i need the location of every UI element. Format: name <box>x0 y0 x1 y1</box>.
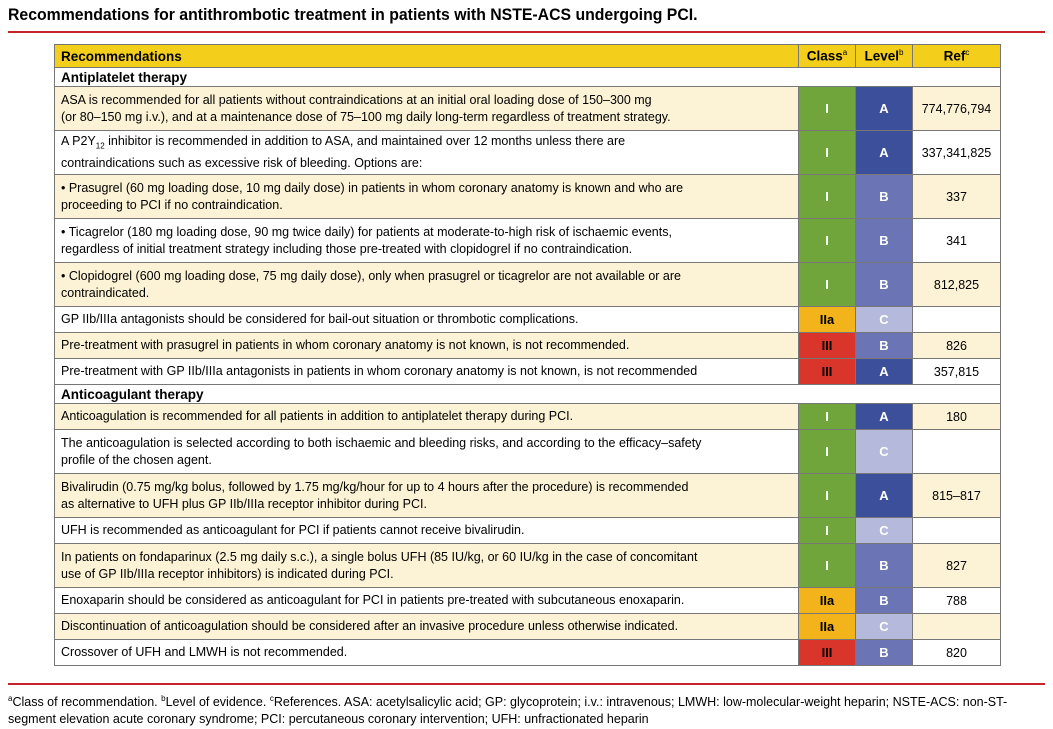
header-level-label: Level <box>864 48 900 64</box>
recommendation-text: Discontinuation of anticoagulation should be considered after an invasive procedure unless otherwise indicated. <box>55 614 799 640</box>
text-line: contraindicated. <box>61 285 150 300</box>
header-recommendations: Recommendations <box>55 45 799 68</box>
table-row <box>55 131 1001 175</box>
table-row <box>55 430 1001 474</box>
class-cell: I <box>799 544 856 588</box>
header-ref-sup: c <box>965 48 970 58</box>
level-cell: B <box>856 544 913 588</box>
table-row <box>55 544 1001 588</box>
header-ref-label: Ref <box>943 48 966 64</box>
level-cell: C <box>856 614 913 640</box>
recommendation-text <box>55 131 799 175</box>
table-row <box>55 518 1001 544</box>
footnote-b-text: Level of evidence. <box>165 695 270 710</box>
class-cell: IIa <box>799 614 856 640</box>
ref-cell <box>913 518 1001 544</box>
table-row <box>55 333 1001 359</box>
table-row <box>55 175 1001 219</box>
text-line: contraindications such as excessive risk of bleeding. Options are: <box>61 155 423 170</box>
text-line: proceeding to PCI if no contraindication. <box>61 197 283 212</box>
text-line: • Prasugrel (60 mg loading dose, 10 mg daily dose) in patients in whom coronary anatomy is known and who are <box>61 180 684 195</box>
ref-cell: 820 <box>913 640 1001 666</box>
recommendation-text: Crossover of UFH and LMWH is not recommended. <box>55 640 799 666</box>
table-row <box>55 219 1001 263</box>
ref-cell: 827 <box>913 544 1001 588</box>
recommendation-text <box>55 474 799 518</box>
footnote-b-sup: b <box>161 694 166 703</box>
class-cell: I <box>799 131 856 175</box>
table-row <box>55 404 1001 430</box>
recommendation-text <box>55 430 799 474</box>
class-cell: I <box>799 430 856 474</box>
level-cell: A <box>856 359 913 385</box>
recommendation-text: GP IIb/IIIa antagonists should be considered for bail-out situation or thrombotic complications. <box>55 307 799 333</box>
ref-cell: 774,776,794 <box>913 87 1001 131</box>
header-class-sup: a <box>842 48 848 58</box>
class-cell: I <box>799 474 856 518</box>
class-cell: I <box>799 404 856 430</box>
level-cell: B <box>856 263 913 307</box>
class-cell: III <box>799 640 856 666</box>
ref-cell <box>913 307 1001 333</box>
level-cell: B <box>856 219 913 263</box>
header-ref <box>913 45 1001 68</box>
ref-cell: 815–817 <box>913 474 1001 518</box>
section-header-antiplatelet <box>55 68 1001 87</box>
ref-cell: 826 <box>913 333 1001 359</box>
header-class-label: Class <box>806 48 843 64</box>
footnote-c-sup: c <box>269 694 274 703</box>
recommendation-text <box>55 219 799 263</box>
text-line: Bivalirudin (0.75 mg/kg bolus, followed by 1.75 mg/kg/hour for up to 4 hours after the procedure) is recommended <box>61 479 689 494</box>
table-row <box>55 359 1001 385</box>
text-line: ASA is recommended for all patients without contraindications at an initial oral loading dose of 150–300 mg <box>61 92 652 107</box>
text-line: inhibitor is recommended in addition to ASA, and maintained over 12 months unless there are <box>104 134 626 149</box>
level-cell: A <box>856 404 913 430</box>
class-cell: I <box>799 175 856 219</box>
section-label: Anticoagulant therapy <box>55 385 1001 404</box>
level-cell: B <box>856 640 913 666</box>
table-header-row <box>55 45 1001 68</box>
text-line: (or 80–150 mg i.v.), and at a maintenance dose of 75–100 mg daily long-term regardless of treatment strategy. <box>61 109 671 124</box>
text-line: A P2Y <box>61 134 96 149</box>
recommendation-text <box>55 544 799 588</box>
text-line: profile of the chosen agent. <box>61 452 212 467</box>
recommendation-text: Anticoagulation is recommended for all patients in addition to antiplatelet therapy during PCI. <box>55 404 799 430</box>
table-row <box>55 87 1001 131</box>
footnote-a-text: Class of recommendation. <box>12 695 162 710</box>
recommendation-text: Pre-treatment with prasugrel in patients in whom coronary anatomy is not known, is not recommended. <box>55 333 799 359</box>
text-subscript: 12 <box>95 141 105 151</box>
ref-cell: 812,825 <box>913 263 1001 307</box>
section-label: Antiplatelet therapy <box>55 68 1001 87</box>
class-cell: IIa <box>799 307 856 333</box>
recommendation-text <box>55 175 799 219</box>
recommendation-text: Enoxaparin should be considered as anticoagulant for PCI in patients pre-treated with subcutaneous enoxaparin. <box>55 588 799 614</box>
header-level <box>856 45 913 68</box>
ref-cell <box>913 430 1001 474</box>
class-cell: III <box>799 333 856 359</box>
class-cell: I <box>799 87 856 131</box>
level-cell: B <box>856 175 913 219</box>
table-row <box>55 474 1001 518</box>
footnote-a-sup: a <box>8 694 13 703</box>
class-cell: I <box>799 518 856 544</box>
recommendation-text: Pre-treatment with GP IIb/IIIa antagonists in patients in whom coronary anatomy is not known, is not recommended <box>55 359 799 385</box>
footnote <box>8 690 1038 728</box>
text-line: • Clopidogrel (600 mg loading dose, 75 mg daily dose), only when prasugrel or ticagrelor are not available or are <box>61 268 682 283</box>
header-level-sup: b <box>899 48 904 58</box>
class-cell: IIa <box>799 588 856 614</box>
ref-cell <box>913 614 1001 640</box>
text-line: regardless of initial treatment strategy including those pre-treated with clopidogrel if no contraindication. <box>61 241 633 256</box>
ref-cell: 180 <box>913 404 1001 430</box>
table-row <box>55 588 1001 614</box>
ref-cell: 788 <box>913 588 1001 614</box>
level-cell: A <box>856 87 913 131</box>
level-cell: A <box>856 474 913 518</box>
recommendation-text <box>55 263 799 307</box>
title-rule <box>8 31 1045 33</box>
level-cell: C <box>856 518 913 544</box>
recommendations-table <box>54 44 1001 666</box>
section-header-anticoagulant <box>55 385 1001 404</box>
recommendation-text <box>55 87 799 131</box>
table-row <box>55 307 1001 333</box>
table-row <box>55 614 1001 640</box>
class-cell: III <box>799 359 856 385</box>
class-cell: I <box>799 263 856 307</box>
footnote-rule <box>8 683 1045 685</box>
level-cell: C <box>856 307 913 333</box>
recommendation-text: UFH is recommended as anticoagulant for PCI if patients cannot receive bivalirudin. <box>55 518 799 544</box>
text-line: In patients on fondaparinux (2.5 mg daily s.c.), a single bolus UFH (85 IU/kg, or 60 IU/kg in the case of concomitant <box>61 549 698 564</box>
ref-cell: 357,815 <box>913 359 1001 385</box>
text-line: The anticoagulation is selected according to both ischaemic and bleeding risks, and according to the efficacy–safety <box>61 435 702 450</box>
ref-cell: 337 <box>913 175 1001 219</box>
table-row <box>55 263 1001 307</box>
level-cell: B <box>856 588 913 614</box>
text-line: as alternative to UFH plus GP IIb/IIIa receptor inhibitor during PCI. <box>61 496 427 511</box>
ref-cell: 337,341,825 <box>913 131 1001 175</box>
table-title: Recommendations for antithrombotic treatment in patients with NSTE-ACS undergoing PCI. <box>8 5 698 24</box>
level-cell: B <box>856 333 913 359</box>
header-class <box>799 45 856 68</box>
ref-cell: 341 <box>913 219 1001 263</box>
level-cell: C <box>856 430 913 474</box>
level-cell: A <box>856 131 913 175</box>
text-line: • Ticagrelor (180 mg loading dose, 90 mg twice daily) for patients at moderate-to-high risk of ischaemic events, <box>61 224 672 239</box>
table-row <box>55 640 1001 666</box>
footnote-c-text: References. ASA: acetylsalicylic acid; GP: glycoprotein; i.v.: intravenous; LMWH: low-molecular-weight heparin; NSTE-ACS: non-ST-segment elevation acute coronary syndrome; PCI: percutaneous coronary intervention; UFH: unfractionated heparin <box>8 695 1008 727</box>
text-line: use of GP IIb/IIIa receptor inhibitors) is indicated during PCI. <box>61 566 394 581</box>
class-cell: I <box>799 219 856 263</box>
